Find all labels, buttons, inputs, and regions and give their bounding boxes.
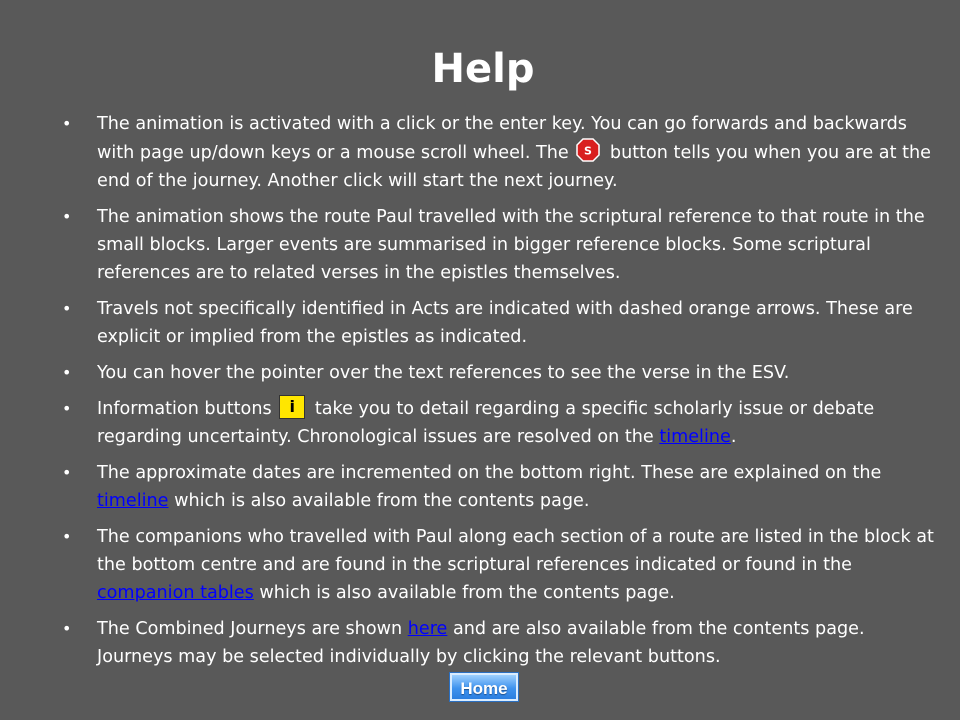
bullet-text: take you to detail regarding a specific scholarly issue or debate regarding uncertainty. Chronological issues are resolved on the xyxy=(97,399,875,447)
bullet-dot-icon: • xyxy=(62,399,72,418)
help-bullet xyxy=(62,395,942,451)
bullet-dot-icon: • xyxy=(62,299,72,318)
help-bullet xyxy=(62,615,942,671)
bullet-text: The Combined Journeys are shown xyxy=(97,619,408,639)
bullet-dot-icon: • xyxy=(62,207,72,226)
home-button[interactable]: Home xyxy=(450,673,518,701)
bullet-dot-icon: • xyxy=(62,363,72,382)
bullet-text: . xyxy=(730,427,737,447)
page-title: Help xyxy=(431,46,535,92)
companion-tables-link[interactable]: companion tables xyxy=(97,583,254,603)
bullet-text: button tells you when you are at the end of the journey. Another click will start the next journey. xyxy=(97,143,931,191)
stop-icon xyxy=(576,138,600,162)
bullet-text: Travels not specifically identified in Acts are indicated with dashed orange arrows. These are explicit or implied from the epistles as indicated. xyxy=(97,299,913,347)
help-bullet xyxy=(62,203,942,287)
timeline-link[interactable]: timeline xyxy=(659,427,731,447)
help-bullet xyxy=(62,295,942,351)
help-bullet xyxy=(62,523,942,607)
bullet-text: The animation shows the route Paul travelled with the scriptural reference to that route in the small blocks. Larger events are summarised in bigger reference blocks. Some scriptural references are to related verses in the epistles themselves. xyxy=(97,207,925,283)
bullet-text: and are also available from the contents page. Journeys may be selected individually by clicking the relevant buttons. xyxy=(97,619,865,667)
bullet-text: which is also available from the contents page. xyxy=(168,491,590,511)
bullet-dot-icon: • xyxy=(62,619,72,638)
help-bullet xyxy=(62,110,942,195)
stop-icon-letter: S xyxy=(584,144,593,158)
help-bullet xyxy=(62,459,942,515)
bullet-dot-icon: • xyxy=(62,463,72,482)
bullet-dot-icon: • xyxy=(62,527,72,546)
help-bullet xyxy=(62,359,942,387)
bullet-text: which is also available from the contents page. xyxy=(253,583,675,603)
bullet-text: The animation is activated with a click or the enter key. You can go forwards and backwards with page up/down keys or a mouse scroll wheel. The xyxy=(97,114,907,163)
bullet-text: The companions who travelled with Paul along each section of a route are listed in the block at the bottom centre and are found in the scriptural references indicated or found in the xyxy=(97,527,934,575)
help-bullet-list xyxy=(62,110,942,679)
bullet-text: Information buttons xyxy=(97,399,278,419)
bullet-text: The approximate dates are incremented on the bottom right. These are explained on the xyxy=(97,463,882,483)
info-icon: i xyxy=(279,395,305,419)
here-link[interactable]: here xyxy=(407,619,448,639)
timeline-link[interactable]: timeline xyxy=(97,491,169,511)
bullet-text: You can hover the pointer over the text references to see the verse in the ESV. xyxy=(97,363,790,383)
bullet-dot-icon: • xyxy=(62,114,72,133)
